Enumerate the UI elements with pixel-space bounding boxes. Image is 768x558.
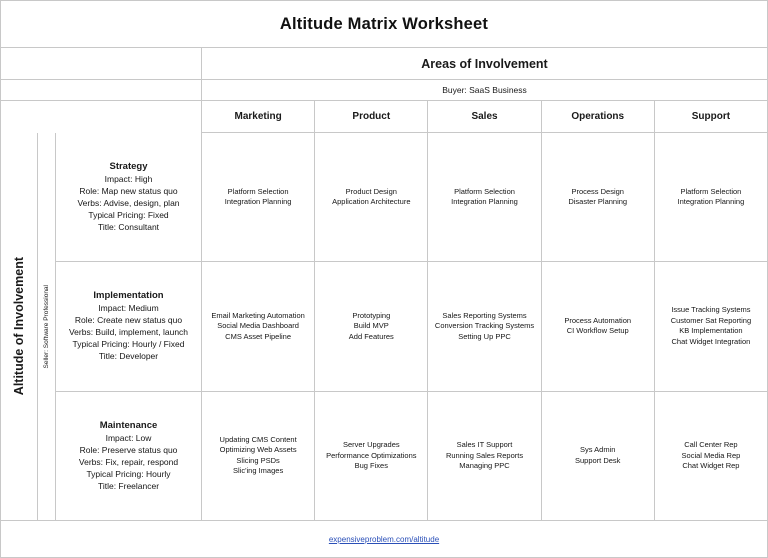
header-row-areas	[1, 48, 767, 80]
matrix-cell	[655, 392, 767, 520]
cell-item: Sales IT Support	[456, 440, 513, 450]
cell-item: Support Desk	[574, 455, 621, 465]
row-detail: Impact: High	[104, 174, 153, 185]
cell-item: Managing PPC	[459, 461, 510, 471]
cell-item: Sales Reporting Systems	[442, 310, 527, 320]
footer	[1, 520, 767, 557]
cell-item: Slicing PSDs	[236, 455, 280, 465]
matrix-cell	[202, 392, 315, 520]
row-detail: Verbs: Build, implement, launch	[68, 327, 189, 338]
row-detail: Role: Preserve status quo	[79, 444, 178, 455]
cell-item: Add Features	[348, 331, 394, 341]
cell-item: Social Media Rep	[681, 450, 741, 460]
row-detail: Typical Pricing: Fixed	[88, 210, 169, 221]
cell-item: Performance Optimizations	[326, 450, 417, 460]
cell-item: Customer Sat Reporting	[670, 315, 752, 325]
cell-item: Conversion Tracking Systems	[434, 321, 535, 331]
row-detail: Typical Pricing: Hourly / Fixed	[72, 339, 185, 350]
cell-item: Integration Planning	[677, 197, 745, 207]
cell-item: Chat Widget Rep	[682, 461, 740, 471]
cell-item: Prototyping	[352, 310, 391, 320]
matrix-cell	[655, 262, 767, 390]
cell-item: Issue Tracking Systems	[671, 305, 751, 315]
row-detail: Title: Freelancer	[97, 480, 160, 491]
seller-axis-text: Seller: Software Professional	[43, 284, 50, 369]
matrix-cell	[542, 133, 655, 261]
row-header-strategy	[56, 133, 202, 261]
matrix-cell	[428, 262, 541, 390]
row-header-maintenance	[56, 392, 202, 520]
row-detail: Impact: Low	[105, 432, 152, 443]
matrix-cell	[428, 392, 541, 520]
row-header-implementation	[56, 262, 202, 390]
table-row	[56, 392, 767, 520]
cell-item: Call Center Rep	[684, 440, 738, 450]
row-detail: Role: Create new status quo	[74, 315, 183, 326]
cell-item: Setting Up PPC	[458, 331, 511, 341]
matrix-cell	[428, 133, 541, 261]
corner-blank-bottom	[1, 101, 202, 133]
cell-item: Platform Selection	[227, 186, 289, 196]
cell-item: Build MVP	[353, 321, 389, 331]
row-detail: Verbs: Fix, repair, respond	[78, 456, 179, 467]
cell-item: Bug Fixes	[354, 461, 388, 471]
matrix-header	[1, 48, 767, 133]
cell-item: Email Marketing Automation	[211, 310, 305, 320]
row-title: Strategy	[109, 161, 148, 173]
header-row-columns	[1, 101, 767, 133]
column-header-product: Product	[315, 101, 428, 133]
cell-item: Process Design	[571, 186, 624, 196]
cell-item: Sys Admin	[579, 445, 616, 455]
title-bar	[1, 1, 767, 48]
cell-item: Integration Planning	[451, 197, 518, 207]
cell-item: Chat Widget Integration	[671, 336, 751, 346]
row-detail: Role: Map new status quo	[79, 186, 178, 197]
corner-blank-mid	[1, 80, 202, 101]
cell-item: Process Automation	[564, 315, 632, 325]
cell-item: Platform Selection	[680, 186, 742, 196]
cell-item: Application Architecture	[332, 197, 411, 207]
matrix-cell	[202, 262, 315, 390]
matrix-cell	[542, 392, 655, 520]
cell-item: Social Media Dashboard	[217, 321, 299, 331]
matrix-cell	[315, 392, 428, 520]
footer-link[interactable]: expensiveproblem.com/altitude	[328, 534, 440, 544]
column-header-operations: Operations	[542, 101, 655, 133]
matrix-cell	[202, 133, 315, 261]
seller-axis-label	[38, 133, 56, 520]
cell-item: Optimizing Web Assets	[219, 445, 297, 455]
buyer-label: Buyer: SaaS Business	[202, 80, 767, 101]
cell-item: Running Sales Reports	[445, 450, 524, 460]
matrix-cell	[655, 133, 767, 261]
corner-blank-top	[1, 48, 202, 80]
matrix-rows	[56, 133, 767, 520]
row-detail: Verbs: Advise, design, plan	[77, 198, 180, 209]
row-detail: Title: Developer	[98, 351, 159, 362]
row-title: Maintenance	[99, 419, 158, 431]
row-detail: Title: Consultant	[97, 222, 160, 233]
vertical-axis-text: Altitude of Involvement	[12, 257, 26, 396]
row-detail: Impact: Medium	[98, 303, 159, 314]
cell-item: Slic'ing Images	[232, 466, 284, 476]
matrix-cell	[542, 262, 655, 390]
row-detail: Typical Pricing: Hourly	[86, 468, 171, 479]
cell-item: KB Implementation	[679, 326, 743, 336]
cell-item: Platform Selection	[454, 186, 515, 196]
header-row-buyer	[1, 80, 767, 101]
column-header-support: Support	[655, 101, 767, 133]
cell-item: Server Upgrades	[342, 440, 400, 450]
page-title: Altitude Matrix Worksheet	[279, 14, 489, 33]
column-header-marketing: Marketing	[202, 101, 315, 133]
cell-item: Disaster Planning	[568, 197, 628, 207]
column-header-sales: Sales	[428, 101, 541, 133]
areas-of-involvement-label: Areas of Involvement	[202, 48, 767, 80]
cell-item: CI Workflow Setup	[566, 326, 629, 336]
matrix-cell	[315, 133, 428, 261]
row-title: Implementation	[93, 290, 164, 302]
cell-item: Integration Planning	[224, 197, 292, 207]
matrix-body	[1, 133, 767, 520]
vertical-axis-label	[1, 133, 38, 520]
altitude-matrix	[1, 48, 767, 520]
table-row	[56, 133, 767, 262]
matrix-cell	[315, 262, 428, 390]
column-headers	[202, 101, 767, 133]
cell-item: CMS Asset Pipeline	[225, 331, 292, 341]
cell-item: Updating CMS Content	[219, 434, 297, 444]
cell-item: Product Design	[345, 186, 397, 196]
table-row	[56, 262, 767, 391]
